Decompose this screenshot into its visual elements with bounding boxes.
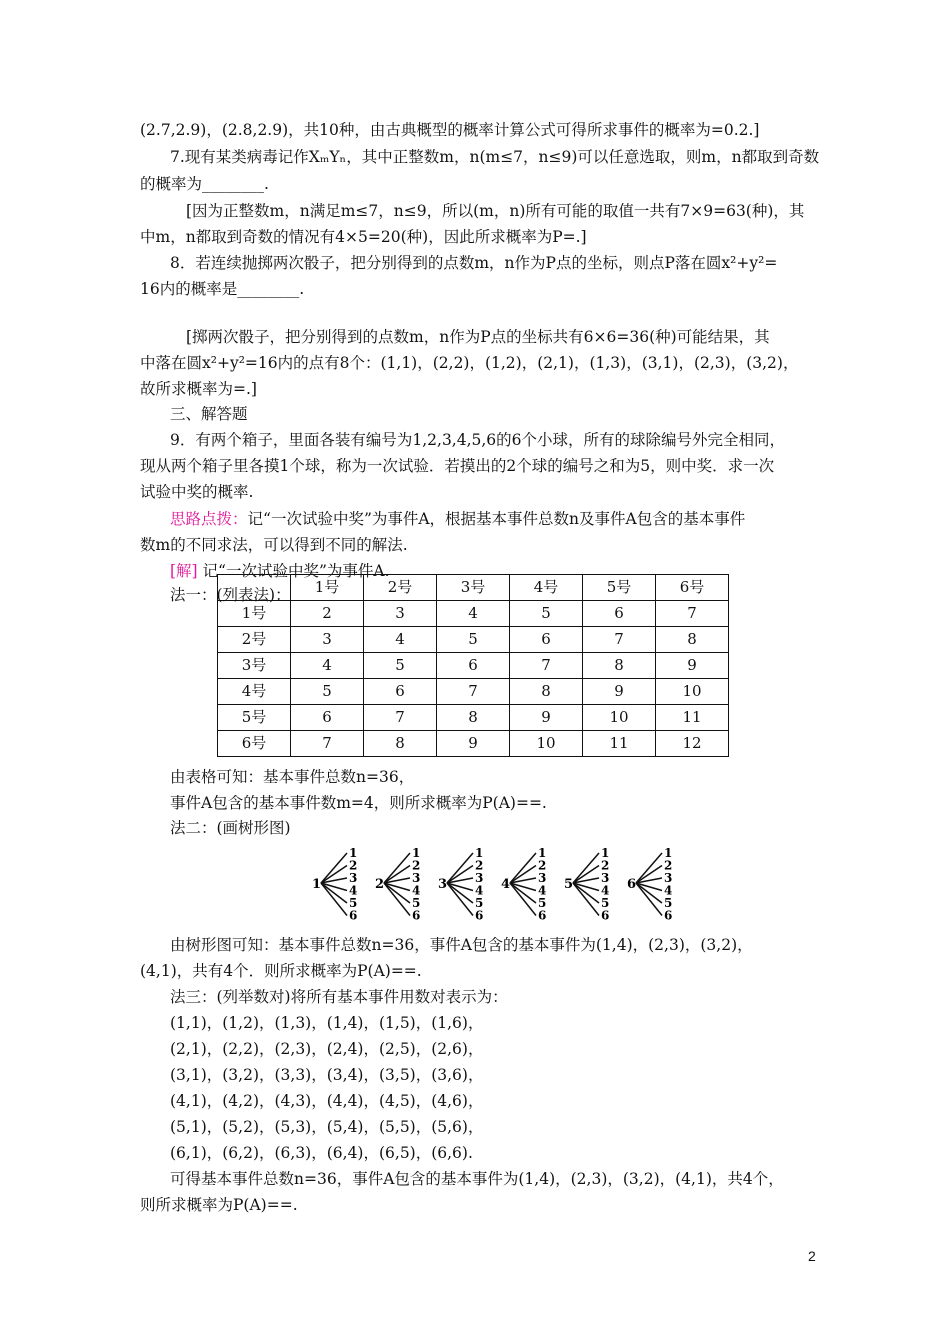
table-cell: 3: [291, 627, 364, 653]
answer-7: [因为正整数m，n满足m≤7，n≤9，所以(m，n)所有可能的取值一共有7×9=63(种)，其: [186, 202, 805, 220]
pair-row: (6,1)，(6,2)，(6,3)，(6,4)，(6,5)，(6,6).: [170, 1144, 473, 1162]
tree-leaf-label: 4: [601, 883, 610, 898]
tree-leaf-label: 6: [475, 908, 484, 923]
tree-leaf-label: 6: [349, 908, 358, 923]
table-cell: 3: [364, 601, 437, 627]
text-line: 故所求概率为=.]: [140, 380, 257, 398]
table-row: [218, 627, 729, 653]
section-heading: 三、解答题: [170, 405, 248, 423]
pair-row: (3,1)，(3,2)，(3,3)，(3,4)，(3,5)，(3,6)，: [170, 1066, 484, 1084]
table-cell: 5号: [218, 705, 291, 731]
table-cell: 11: [656, 705, 729, 731]
tree-leaf-label: 3: [475, 871, 484, 885]
table-cell: 9: [656, 653, 729, 679]
answer-8: [掷两次骰子，把分别得到的点数m，n作为P点的坐标共有6×6=36(种)可能结果，其: [186, 328, 770, 346]
pair-row: (5,1)，(5,2)，(5,3)，(5,4)，(5,5)，(5,6)，: [170, 1118, 484, 1136]
tree-leaf-label: 2: [538, 858, 547, 873]
tree-leaf-label: 5: [601, 896, 610, 910]
tree-leaf-label: 3: [538, 871, 547, 885]
table-row: [218, 601, 729, 627]
tree-root-label: 4: [501, 877, 511, 892]
table-cell: 9: [583, 679, 656, 705]
tree-leaf-label: 6: [412, 908, 421, 923]
table-cell: 5号: [583, 575, 656, 601]
tree-root-label: 3: [438, 877, 448, 892]
hint-text: 记“一次试验中奖”为事件A，根据基本事件总数n及事件A包含的基本事件: [247, 510, 746, 528]
table-cell: 8: [583, 653, 656, 679]
table-row: [218, 731, 729, 757]
table-cell: 7: [437, 679, 510, 705]
table-cell: 6号: [218, 731, 291, 757]
text-line: 则所求概率为P(A)==.: [140, 1196, 298, 1214]
tree-leaf-label: 3: [601, 871, 610, 885]
tree-leaf-label: 2: [475, 858, 484, 873]
tree-leaf-label: 2: [412, 858, 421, 873]
tree-leaf-label: 2: [664, 858, 673, 873]
table-cell: 9: [510, 705, 583, 731]
tree-2: [375, 846, 420, 923]
table-cell: 5: [291, 679, 364, 705]
table-cell: 2: [291, 601, 364, 627]
text-line: (4,1)，共有4个．则所求概率为P(A)==.: [140, 962, 422, 980]
table-cell: 5: [437, 627, 510, 653]
tree-leaf-label: 1: [664, 846, 673, 860]
table-cell: 6: [437, 653, 510, 679]
table-cell: 1号: [218, 601, 291, 627]
pair-row: (2,1)，(2,2)，(2,3)，(2,4)，(2,5)，(2,6)，: [170, 1040, 484, 1058]
table-row: [218, 679, 729, 705]
text-line: (2.7,2.9)，(2.8,2.9)，共10种，由古典概型的概率计算公式可得所求事件的概率为=0.2.]: [140, 121, 760, 139]
tree-leaf-label: 3: [412, 871, 421, 885]
text-line: 的概率为________.: [140, 175, 269, 193]
tree-leaf-label: 6: [664, 908, 673, 923]
tree-4: [501, 846, 546, 923]
table-cell: 7: [510, 653, 583, 679]
text-line: 中落在圆x²+y²=16内的点有8个：(1,1)，(2,2)，(1,2)，(2,1)，(1,3)，(3,1)，(2,3)，(3,2)，: [140, 354, 799, 372]
table-cell: 7: [291, 731, 364, 757]
table-cell: 4: [291, 653, 364, 679]
table-cell: 3号: [437, 575, 510, 601]
tree-leaf-label: 2: [349, 858, 358, 873]
page-number: 2: [808, 1248, 816, 1264]
tree-leaf-label: 4: [349, 883, 358, 898]
tree-leaf-label: 5: [349, 896, 358, 910]
tree-leaf-label: 6: [601, 908, 610, 923]
text-line: 可得基本事件总数n=36，事件A包含的基本事件为(1,4)，(2,3)，(3,2)，(4,1)，共4个，: [170, 1170, 784, 1188]
pair-row: (1,1)，(1,2)，(1,3)，(1,4)，(1,5)，(1,6)，: [170, 1014, 484, 1032]
table-cell: 2号: [364, 575, 437, 601]
text-line: 中m，n都取到奇数的情况有4×5=20(种)，因此所求概率为P=.]: [140, 228, 587, 246]
text-line: 事件A包含的基本事件数m=4，则所求概率为P(A)==.: [170, 794, 547, 812]
table-cell: 8: [437, 705, 510, 731]
method-2-title: 法二：(画树形图): [170, 819, 291, 837]
hint-line: [170, 506, 820, 532]
table-cell: 7: [583, 627, 656, 653]
tree-6: [627, 846, 672, 923]
table-cell: 4号: [510, 575, 583, 601]
tree-leaf-label: 6: [538, 908, 547, 923]
table-cell: 10: [510, 731, 583, 757]
table-cell: 6: [583, 601, 656, 627]
question-8: 8．若连续抛掷两次骰子，把分别得到的点数m，n作为P点的坐标，则点P落在圆x²+y²=: [170, 254, 778, 272]
table-cell: 12: [656, 731, 729, 757]
text-line: 由树形图可知：基本事件总数n=36，事件A包含的基本事件为(1,4)，(2,3)，(3,2)，: [170, 936, 753, 954]
tree-leaf-label: 1: [412, 846, 421, 860]
sum-table: [217, 574, 729, 757]
solution-label: [解]: [170, 562, 198, 580]
table-cell: 6号: [656, 575, 729, 601]
table-cell: 3号: [218, 653, 291, 679]
tree-leaf-label: 5: [475, 896, 484, 910]
text-line: 试验中奖的概率.: [140, 483, 254, 501]
tree-diagram: [310, 843, 680, 923]
question-7: 7.现有某类病毒记作XₘYₙ，其中正整数m，n(m≤7，n≤9)可以任意选取，则m，n都取到奇数: [170, 148, 820, 166]
table-cell: 10: [583, 705, 656, 731]
tree-root-label: 5: [564, 877, 574, 892]
tree-5: [564, 846, 609, 923]
tree-leaf-label: 5: [664, 896, 673, 910]
pair-row: (4,1)，(4,2)，(4,3)，(4,4)，(4,5)，(4,6)，: [170, 1092, 484, 1110]
table-cell: 2号: [218, 627, 291, 653]
tree-leaf-label: 5: [538, 896, 547, 910]
tree-3: [438, 846, 483, 923]
table-header-row: [218, 575, 729, 601]
tree-root-label: 6: [627, 877, 637, 892]
tree-1: [312, 846, 357, 923]
table-cell: 10: [656, 679, 729, 705]
tree-leaf-label: 4: [664, 883, 673, 898]
tree-leaf-label: 2: [601, 858, 610, 873]
hint-label: 思路点拨：: [170, 510, 248, 528]
tree-leaf-label: 5: [412, 896, 421, 910]
table-cell: 6: [510, 627, 583, 653]
tree-leaf-label: 1: [475, 846, 484, 860]
tree-leaf-label: 1: [601, 846, 610, 860]
text-line: 16内的概率是________.: [140, 280, 305, 298]
table-cell: 7: [656, 601, 729, 627]
table-cell: 6: [364, 679, 437, 705]
question-9: 9．有两个箱子，里面各装有编号为1,2,3,4,5,6的6个小球，所有的球除编号外完全相同，: [170, 431, 786, 449]
text-line: 现从两个箱子里各摸1个球，称为一次试验．若摸出的2个球的编号之和为5，则中奖．求一次: [140, 457, 775, 475]
solution-text: 记“一次试验中奖”为事件A.: [197, 562, 390, 580]
table-cell: 6: [291, 705, 364, 731]
text-line: 数m的不同求法，可以得到不同的解法.: [140, 536, 408, 554]
table-cell: 8: [656, 627, 729, 653]
text-line: 由表格可知：基本事件总数n=36，: [170, 768, 415, 786]
tree-root-label: 2: [375, 877, 385, 892]
table-cell: 4: [364, 627, 437, 653]
table-cell: 9: [437, 731, 510, 757]
table-cell: 4: [437, 601, 510, 627]
method-3-title: 法三：(列举数对)将所有基本事件用数对表示为：: [170, 988, 508, 1006]
tree-leaf-label: 4: [538, 883, 547, 898]
table-cell: 7: [364, 705, 437, 731]
table-cell: 1号: [291, 575, 364, 601]
table-cell: 8: [510, 679, 583, 705]
table-cell: 4号: [218, 679, 291, 705]
tree-leaf-label: 1: [349, 846, 358, 860]
table-cell: 8: [364, 731, 437, 757]
tree-leaf-label: 1: [538, 846, 547, 860]
method-1-title: 法一：(列表法)：: [170, 586, 291, 604]
tree-leaf-label: 3: [349, 871, 358, 885]
table-cell: 5: [364, 653, 437, 679]
table-cell: [218, 575, 291, 601]
tree-root-label: 1: [312, 877, 322, 892]
tree-leaf-label: 4: [475, 883, 484, 898]
table-cell: 5: [510, 601, 583, 627]
tree-leaf-label: 4: [412, 883, 421, 898]
tree-leaf-label: 3: [664, 871, 673, 885]
table-row: [218, 705, 729, 731]
table-row: [218, 653, 729, 679]
table-cell: 11: [583, 731, 656, 757]
